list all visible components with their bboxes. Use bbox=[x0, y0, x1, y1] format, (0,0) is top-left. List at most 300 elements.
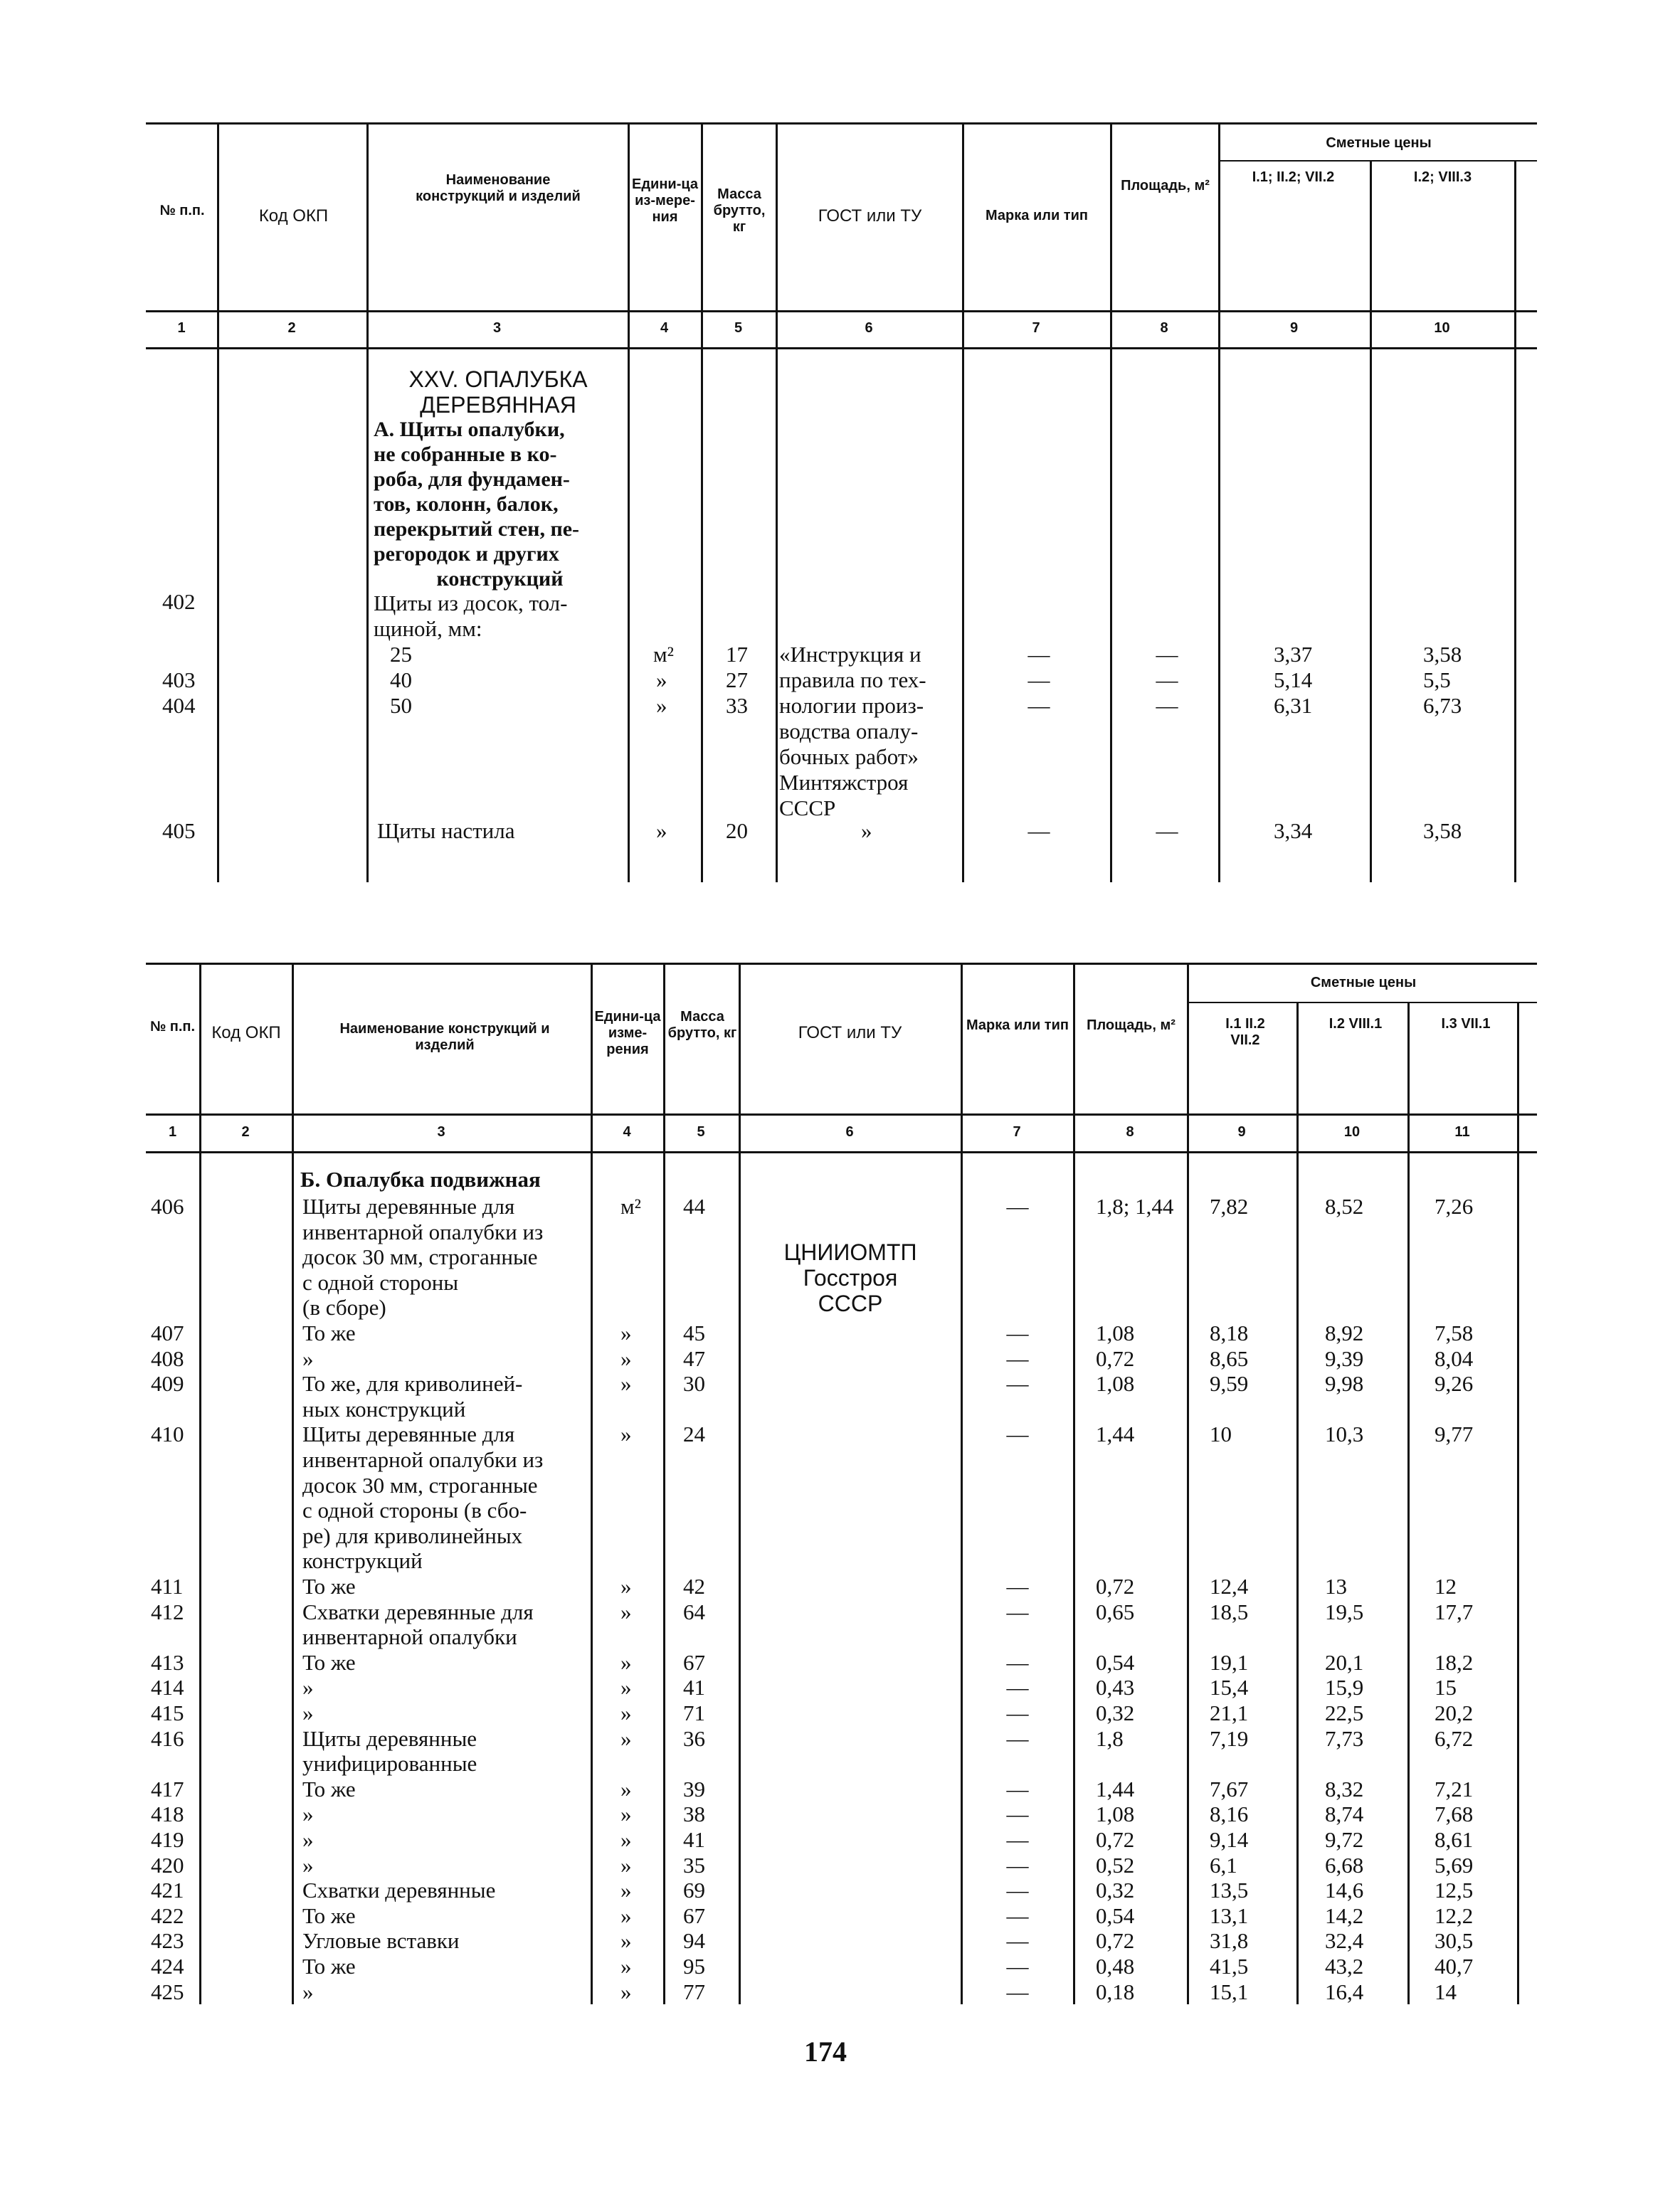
unit: » bbox=[620, 1345, 632, 1371]
item-name-line: досок 30 мм, строганные bbox=[302, 1244, 538, 1270]
divider bbox=[1296, 1003, 1299, 2004]
area: — bbox=[1156, 818, 1178, 843]
mass: 20 bbox=[726, 818, 748, 843]
row-number: 418 bbox=[151, 1802, 184, 1827]
mass: 17 bbox=[726, 642, 748, 667]
col-number: 6 bbox=[865, 320, 873, 336]
area: 0,65 bbox=[1096, 1599, 1135, 1624]
row-number: 423 bbox=[151, 1928, 184, 1954]
item-name-line: » bbox=[302, 1827, 314, 1852]
unit: » bbox=[620, 1321, 632, 1345]
price-col9: 3,34 bbox=[1274, 818, 1313, 843]
header-number: № п.п. bbox=[159, 203, 205, 218]
unit: » bbox=[620, 1574, 632, 1599]
header-mass: Масса брутто, кг bbox=[713, 186, 766, 235]
price-col10: 8,92 bbox=[1325, 1321, 1364, 1345]
mark: — bbox=[1006, 1878, 1029, 1903]
price-col9: 13,5 bbox=[1210, 1878, 1249, 1903]
unit: » bbox=[620, 1928, 632, 1954]
gost-line: Минтяжстроя bbox=[779, 770, 909, 795]
mark: — bbox=[1006, 1345, 1029, 1371]
row-number: 404 bbox=[162, 693, 196, 718]
row-number: 402 bbox=[162, 589, 196, 614]
gost-line: СССР bbox=[779, 795, 836, 820]
col-number: 9 bbox=[1289, 320, 1299, 336]
price-col9: 41,5 bbox=[1210, 1954, 1249, 1979]
row-number: 407 bbox=[151, 1321, 184, 1345]
mark: — bbox=[1027, 642, 1050, 667]
gost-line: СССР bbox=[818, 1291, 883, 1316]
gost-line: правила по тех- bbox=[779, 667, 926, 692]
price-col9: 8,65 bbox=[1210, 1345, 1249, 1371]
row-number: 405 bbox=[162, 818, 196, 843]
header-area: Площадь, м² bbox=[1121, 178, 1210, 194]
divider bbox=[1218, 124, 1220, 882]
price-col9: 6,1 bbox=[1210, 1852, 1237, 1878]
row-number: 421 bbox=[151, 1878, 184, 1903]
area: — bbox=[1156, 667, 1178, 692]
divider bbox=[962, 124, 964, 882]
item-name-line: То же bbox=[302, 1776, 356, 1802]
unit: » bbox=[620, 1852, 632, 1878]
area: 1,44 bbox=[1096, 1776, 1135, 1802]
mass: 27 bbox=[726, 667, 748, 692]
unit: » bbox=[620, 1700, 632, 1725]
price-col11: 14 bbox=[1435, 1979, 1457, 2004]
col-number: 4 bbox=[623, 1124, 631, 1140]
item-name-line: ных конструкций bbox=[302, 1396, 466, 1422]
divider bbox=[146, 1151, 1537, 1153]
page-number: 174 bbox=[804, 2036, 847, 2068]
subsection-title: Б. Опалубка подвижная bbox=[300, 1167, 541, 1192]
mass: 24 bbox=[683, 1422, 705, 1447]
area: 1,44 bbox=[1096, 1422, 1135, 1447]
divider bbox=[739, 964, 741, 2004]
price-col10: 8,74 bbox=[1325, 1802, 1364, 1827]
price-col9: 6,31 bbox=[1274, 693, 1313, 718]
divider bbox=[366, 124, 369, 882]
header-gost: ГОСТ или ТУ bbox=[818, 206, 922, 226]
price-col10: 14,2 bbox=[1325, 1903, 1364, 1928]
mass: 45 bbox=[683, 1321, 705, 1345]
col-number: 10 bbox=[1343, 1124, 1361, 1140]
gost-line: ЦНИИОМТП bbox=[783, 1239, 917, 1265]
unit: » bbox=[620, 1599, 632, 1624]
mark: — bbox=[1006, 1903, 1029, 1928]
row-number: 409 bbox=[151, 1371, 184, 1397]
col-number: 9 bbox=[1237, 1124, 1246, 1140]
divider bbox=[1110, 124, 1112, 882]
divider bbox=[591, 964, 593, 2004]
price-col10: 22,5 bbox=[1325, 1700, 1364, 1725]
mark: — bbox=[1006, 1827, 1029, 1852]
mark: — bbox=[1006, 1649, 1029, 1675]
header-price-col9: I.1 II.2 VII.2 bbox=[1225, 1016, 1265, 1048]
divider bbox=[217, 124, 219, 882]
divider bbox=[1517, 1003, 1519, 2004]
gost-line: «Инструкция и bbox=[779, 642, 921, 667]
mark: — bbox=[1006, 1725, 1029, 1751]
price-col9: 8,16 bbox=[1210, 1802, 1249, 1827]
mass: 44 bbox=[683, 1194, 705, 1219]
section-title: XXV. ОПАЛУБКА ДЕРЕВЯННАЯ bbox=[408, 366, 588, 418]
unit: » bbox=[656, 818, 667, 843]
subsection-line: А. Щиты опалубки, bbox=[374, 418, 565, 441]
unit: » bbox=[620, 1371, 632, 1397]
divider bbox=[1370, 161, 1372, 882]
price-col9: 9,14 bbox=[1210, 1827, 1249, 1852]
col-number: 10 bbox=[1434, 320, 1450, 336]
mass: 41 bbox=[683, 1675, 705, 1700]
price-col9: 9,59 bbox=[1210, 1371, 1249, 1397]
price-col10: 6,73 bbox=[1423, 693, 1462, 718]
item-name-line: » bbox=[302, 1700, 314, 1725]
price-col10: 3,58 bbox=[1423, 642, 1462, 667]
mass: 69 bbox=[683, 1878, 705, 1903]
price-col11: 8,04 bbox=[1435, 1345, 1474, 1371]
divider bbox=[146, 963, 1537, 965]
item-name: Щиты настила bbox=[377, 818, 515, 843]
row-number: 412 bbox=[151, 1599, 184, 1624]
row-number: 417 bbox=[151, 1776, 184, 1802]
area: 0,32 bbox=[1096, 1700, 1135, 1725]
price-col9: 15,1 bbox=[1210, 1979, 1249, 2004]
mark: — bbox=[1006, 1852, 1029, 1878]
item-name-line: с одной стороны bbox=[302, 1269, 459, 1295]
price-col11: 12 bbox=[1435, 1574, 1457, 1599]
item-name-line: Схватки деревянные для bbox=[302, 1599, 534, 1624]
mass: 67 bbox=[683, 1649, 705, 1675]
mark: — bbox=[1006, 1194, 1029, 1219]
divider bbox=[701, 124, 703, 882]
divider bbox=[146, 310, 1537, 312]
mass: 39 bbox=[683, 1776, 705, 1802]
col-number: 7 bbox=[1032, 320, 1040, 336]
header-number: № п.п. bbox=[149, 1019, 196, 1035]
divider bbox=[1407, 1003, 1410, 2004]
row-number: 410 bbox=[151, 1422, 184, 1447]
subsection-line: регородок и других bbox=[374, 542, 559, 566]
item-name-line: » bbox=[302, 1852, 314, 1878]
header-unit: Едини-ца изме-рения bbox=[594, 1009, 661, 1057]
subsection-line: перекрытий стен, пе- bbox=[374, 517, 580, 541]
col-number: 8 bbox=[1126, 1124, 1134, 1140]
price-col11: 7,58 bbox=[1435, 1321, 1474, 1345]
price-col9: 19,1 bbox=[1210, 1649, 1249, 1675]
gost-line: водства опалу- bbox=[779, 719, 919, 744]
item-name-line: Щиты деревянные bbox=[302, 1725, 477, 1751]
col-number: 2 bbox=[241, 1124, 250, 1140]
price-col10: 9,98 bbox=[1325, 1371, 1364, 1397]
unit: » bbox=[620, 1954, 632, 1979]
price-col11: 17,7 bbox=[1435, 1599, 1474, 1624]
price-col10: 13 bbox=[1325, 1574, 1347, 1599]
mass: 42 bbox=[683, 1574, 705, 1599]
price-col10: 32,4 bbox=[1325, 1928, 1364, 1954]
price-col9: 7,19 bbox=[1210, 1725, 1249, 1751]
item-name-line: То же bbox=[302, 1954, 356, 1979]
mass: 33 bbox=[726, 693, 748, 718]
mass: 47 bbox=[683, 1345, 705, 1371]
divider bbox=[961, 964, 963, 2004]
area: 0,48 bbox=[1096, 1954, 1135, 1979]
item-thickness: 50 bbox=[390, 693, 412, 718]
divider bbox=[292, 964, 294, 2004]
header-name: Наименование конструкций и изделий bbox=[339, 1021, 550, 1053]
unit: » bbox=[620, 1675, 632, 1700]
header-estimate-prices: Сметные цены bbox=[1310, 975, 1417, 990]
header-okp-code: Код ОКП bbox=[258, 206, 329, 226]
price-col11: 12,5 bbox=[1435, 1878, 1474, 1903]
mark: — bbox=[1006, 1928, 1029, 1954]
price-col9: 10 bbox=[1210, 1422, 1232, 1447]
item-thickness: 40 bbox=[390, 667, 412, 692]
header-area: Площадь, м² bbox=[1087, 1017, 1176, 1033]
mark: — bbox=[1006, 1371, 1029, 1397]
area: 0,18 bbox=[1096, 1979, 1135, 2004]
price-col9: 18,5 bbox=[1210, 1599, 1249, 1624]
mass: 67 bbox=[683, 1903, 705, 1928]
price-col9: 7,82 bbox=[1210, 1194, 1249, 1219]
price-col11: 40,7 bbox=[1435, 1954, 1474, 1979]
price-col11: 6,72 bbox=[1435, 1725, 1474, 1751]
divider bbox=[776, 124, 778, 882]
item-name-line: Щиты деревянные для bbox=[302, 1422, 515, 1447]
area: 0,72 bbox=[1096, 1345, 1135, 1371]
unit: » bbox=[620, 1979, 632, 2004]
price-col9: 5,14 bbox=[1274, 667, 1313, 692]
row-number: 408 bbox=[151, 1345, 184, 1371]
header-price-col11: I.3 VII.1 bbox=[1441, 1016, 1491, 1032]
price-col9: 15,4 bbox=[1210, 1675, 1249, 1700]
mass: 95 bbox=[683, 1954, 705, 1979]
divider bbox=[199, 964, 201, 2004]
mark: — bbox=[1006, 1321, 1029, 1345]
col-number: 11 bbox=[1454, 1124, 1470, 1140]
mark: — bbox=[1027, 667, 1050, 692]
price-col11: 30,5 bbox=[1435, 1928, 1474, 1954]
mark: — bbox=[1006, 1675, 1029, 1700]
subsection-line: тов, колонн, балок, bbox=[374, 492, 559, 516]
price-col9: 13,1 bbox=[1210, 1903, 1249, 1928]
mark: — bbox=[1006, 1954, 1029, 1979]
price-col11: 18,2 bbox=[1435, 1649, 1474, 1675]
item-thickness: 25 bbox=[390, 642, 412, 667]
mass: 36 bbox=[683, 1725, 705, 1751]
item-name-line: Схватки деревянные bbox=[302, 1878, 496, 1903]
price-col10: 10,3 bbox=[1325, 1422, 1364, 1447]
area: 0,43 bbox=[1096, 1675, 1135, 1700]
item-name-line: инвентарной опалубки bbox=[302, 1624, 517, 1650]
col-number: 5 bbox=[734, 320, 743, 336]
header-price-col10: I.2 VIII.1 bbox=[1328, 1016, 1383, 1032]
unit: м² bbox=[653, 642, 674, 667]
col-number: 6 bbox=[845, 1124, 854, 1140]
item-name-line: с одной стороны (в сбо- bbox=[302, 1498, 527, 1523]
unit: » bbox=[620, 1827, 632, 1852]
divider bbox=[1514, 161, 1516, 882]
area: — bbox=[1156, 642, 1178, 667]
col-number: 2 bbox=[287, 320, 296, 336]
col-number: 3 bbox=[492, 320, 502, 336]
header-mark: Марка или тип bbox=[986, 208, 1088, 223]
price-col10: 9,39 bbox=[1325, 1345, 1364, 1371]
header-mass: Масса брутто, кг bbox=[667, 1009, 737, 1041]
price-col11: 7,68 bbox=[1435, 1802, 1474, 1827]
divider bbox=[663, 964, 665, 2004]
divider bbox=[1188, 1002, 1537, 1003]
price-col9: 31,8 bbox=[1210, 1928, 1249, 1954]
item-name bbox=[374, 591, 567, 642]
unit: » bbox=[656, 693, 667, 718]
gost-line: нологии произ- bbox=[779, 693, 924, 718]
header-okp-code: Код ОКП bbox=[211, 1023, 281, 1042]
price-col10: 7,73 bbox=[1325, 1725, 1364, 1751]
mark: — bbox=[1027, 818, 1050, 843]
item-name-line: инвентарной опалубки из bbox=[302, 1219, 544, 1244]
price-col10: 9,72 bbox=[1325, 1827, 1364, 1852]
price-col11: 15 bbox=[1435, 1675, 1457, 1700]
unit: » bbox=[620, 1649, 632, 1675]
mark: — bbox=[1006, 1979, 1029, 2004]
row-number: 419 bbox=[151, 1827, 184, 1852]
header-name: Наименование конструкций и изделий bbox=[416, 172, 581, 204]
unit: » bbox=[620, 1878, 632, 1903]
row-number: 422 bbox=[151, 1903, 184, 1928]
mass: 30 bbox=[683, 1371, 705, 1397]
item-name-line: конструкций bbox=[302, 1548, 423, 1574]
gost-line: бочных работ» bbox=[779, 744, 919, 769]
row-number: 425 bbox=[151, 1979, 184, 2004]
unit: » bbox=[620, 1776, 632, 1802]
row-number: 414 bbox=[151, 1675, 184, 1700]
gost-reference bbox=[779, 642, 961, 821]
item-name-line: ре) для криволинейных bbox=[302, 1523, 523, 1548]
divider bbox=[146, 347, 1537, 349]
price-col11: 12,2 bbox=[1435, 1903, 1474, 1928]
item-name-line: унифицированные bbox=[302, 1751, 477, 1777]
header-estimate-prices: Сметные цены bbox=[1326, 135, 1432, 151]
mark: — bbox=[1006, 1802, 1029, 1827]
col-number: 8 bbox=[1160, 320, 1168, 336]
price-col11: 8,61 bbox=[1435, 1827, 1474, 1852]
mass: 35 bbox=[683, 1852, 705, 1878]
unit: м² bbox=[620, 1194, 641, 1219]
price-col9: 8,18 bbox=[1210, 1321, 1249, 1345]
area: 0,54 bbox=[1096, 1649, 1135, 1675]
area: 1,08 bbox=[1096, 1371, 1135, 1397]
price-col10: 6,68 bbox=[1325, 1852, 1364, 1878]
price-col10: 14,6 bbox=[1325, 1878, 1364, 1903]
price-col10: 3,58 bbox=[1423, 818, 1462, 843]
area: 1,8 bbox=[1096, 1725, 1124, 1751]
item-name-line: Щиты деревянные для bbox=[302, 1194, 515, 1219]
price-col10: 8,52 bbox=[1325, 1194, 1364, 1219]
price-col11: 20,2 bbox=[1435, 1700, 1474, 1725]
area: 1,08 bbox=[1096, 1321, 1135, 1345]
item-name-line: » bbox=[302, 1802, 314, 1827]
item-name-line: досок 30 мм, строганные bbox=[302, 1472, 538, 1498]
unit: » bbox=[620, 1422, 632, 1447]
item-name-line: То же bbox=[302, 1574, 356, 1599]
price-col10: 8,32 bbox=[1325, 1776, 1364, 1802]
mass: 94 bbox=[683, 1928, 705, 1954]
divider bbox=[1220, 160, 1537, 162]
divider bbox=[146, 1113, 1537, 1116]
row-number: 424 bbox=[151, 1954, 184, 1979]
area: 0,32 bbox=[1096, 1878, 1135, 1903]
col-number: 4 bbox=[660, 320, 669, 336]
item-name-line: То же bbox=[302, 1649, 356, 1675]
col-number: 1 bbox=[177, 320, 186, 336]
header-mark: Марка или тип bbox=[966, 1017, 1069, 1033]
mark: — bbox=[1006, 1700, 1029, 1725]
price-col11: 7,21 bbox=[1435, 1776, 1474, 1802]
price-col11: 9,77 bbox=[1435, 1422, 1474, 1447]
mark: — bbox=[1006, 1574, 1029, 1599]
area: 0,72 bbox=[1096, 1928, 1135, 1954]
mass: 71 bbox=[683, 1700, 705, 1725]
area: 0,52 bbox=[1096, 1852, 1135, 1878]
subsection-line: не собранные в ко- bbox=[374, 443, 557, 466]
price-col10: 5,5 bbox=[1423, 667, 1451, 692]
item-name-line: инвентарной опалубки из bbox=[302, 1447, 544, 1472]
col-number: 7 bbox=[1013, 1124, 1021, 1140]
mass: 38 bbox=[683, 1802, 705, 1827]
price-col10: 19,5 bbox=[1325, 1599, 1364, 1624]
unit: » bbox=[656, 667, 667, 692]
row-number: 420 bbox=[151, 1852, 184, 1878]
gost-line: Госстроя bbox=[803, 1265, 898, 1291]
row-number: 416 bbox=[151, 1725, 184, 1751]
divider bbox=[628, 124, 630, 882]
mass: 77 bbox=[683, 1979, 705, 2004]
mark: — bbox=[1006, 1599, 1029, 1624]
price-col10: 15,9 bbox=[1325, 1675, 1364, 1700]
header-unit: Едини-ца из-мере-ния bbox=[631, 176, 699, 225]
unit: » bbox=[620, 1725, 632, 1751]
price-col9: 12,4 bbox=[1210, 1574, 1249, 1599]
subsection-line: конструкций bbox=[436, 567, 564, 591]
mark: — bbox=[1027, 693, 1050, 718]
item-name-line: Щиты из досок, тол- bbox=[374, 591, 568, 615]
header-price-col10: I.2; VIII.3 bbox=[1413, 169, 1472, 185]
item-name-line: (в сборе) bbox=[302, 1295, 386, 1321]
item-name-line: То же bbox=[302, 1321, 356, 1345]
price-col9: 3,37 bbox=[1274, 642, 1313, 667]
row-number: 403 bbox=[162, 667, 196, 692]
gost-reference bbox=[740, 1239, 961, 1316]
row-number: 413 bbox=[151, 1649, 184, 1675]
gost: » bbox=[861, 818, 872, 843]
col-number: 1 bbox=[168, 1124, 177, 1140]
subsection-title bbox=[374, 417, 626, 591]
col-number: 3 bbox=[437, 1124, 445, 1140]
divider bbox=[1187, 964, 1189, 2004]
area: 0,54 bbox=[1096, 1903, 1135, 1928]
header-gost: ГОСТ или ТУ bbox=[798, 1023, 902, 1042]
price-col10: 20,1 bbox=[1325, 1649, 1364, 1675]
unit: » bbox=[620, 1903, 632, 1928]
item-name-line: » bbox=[302, 1345, 314, 1371]
unit: » bbox=[620, 1802, 632, 1827]
item-name-line: » bbox=[302, 1979, 314, 2004]
area: — bbox=[1156, 693, 1178, 718]
price-col10: 43,2 bbox=[1325, 1954, 1364, 1979]
price-col9: 7,67 bbox=[1210, 1776, 1249, 1802]
price-col11: 7,26 bbox=[1435, 1194, 1474, 1219]
header-price-col9: I.1; II.2; VII.2 bbox=[1252, 169, 1335, 185]
